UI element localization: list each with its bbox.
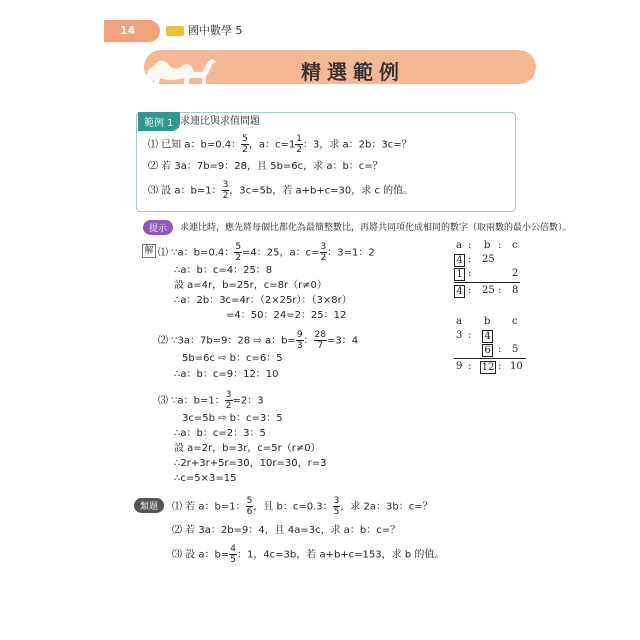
practice-3: ⑶ 設 a：b= $\frac{4}{5}$ ：1，4c=3b，若 a+b+c=153，求 b 的值。 bbox=[172, 544, 445, 565]
solution-1-line-3: 設 a=4r，b=25r，c=8r（r≠0） bbox=[174, 280, 327, 291]
solution-3-line-5: ∴2r+3r+5r=30，10r=30，r=3 bbox=[174, 458, 327, 469]
brand-text: 國中數學 5 bbox=[188, 24, 243, 37]
brand-logo-icon bbox=[166, 26, 184, 36]
solution-2-line-2: 5b=6c ⇨ b：c=6：5 bbox=[182, 353, 283, 364]
solution-3-line-1: ⑶ ∵a：b=1： $\frac{3}{2}$ =2：3 bbox=[158, 390, 264, 411]
solution-1-line-1: ⑴ ∵a：b=0.4： $\frac{5}{2}$ =4：25，a：c= $\frac{3}{2}$ ：3=1：2 bbox=[158, 242, 375, 263]
solution-2-line-1: ⑵ ∵3a：7b=9：28 ⇨ a：b= $\frac{9}{3}$ ： $\frac{28}{7}$ =3：4 bbox=[158, 330, 359, 351]
example-tag: 範例 1 bbox=[138, 112, 180, 131]
solution-3-line-3: ∴a：b：c=2：3：5 bbox=[174, 428, 266, 439]
ratio-table-2: a b c 3 : 4 6 : 5 9 : 12 : 10 bbox=[454, 316, 534, 380]
question-3: ⑶ 設 a：b=1： $\frac{3}{2}$ ，3c=5b，若 a+b+c=30，求 c 的值。 bbox=[148, 180, 414, 201]
question-2: ⑵ 若 3a：7b=9：28，且 5b=6c，求 a：b：c=？ bbox=[148, 161, 383, 172]
hint-badge: 提示 bbox=[143, 220, 173, 235]
solution-2-line-3: ∴a：b：c=9：12：10 bbox=[174, 369, 279, 380]
solution-3-line-2: 3c=5b ⇨ b：c=3：5 bbox=[182, 413, 283, 424]
hint-text: 求連比時，應先將每個比都化為最簡整數比，再將共同項化成相同的數字（取兩數的最小公倍數）。 bbox=[180, 223, 572, 233]
solution-1-line-5: =4：50：24=2：25：12 bbox=[226, 310, 347, 321]
camel-icon bbox=[136, 50, 226, 92]
solution-3-line-4: 設 a=2r，b=3r，c=5r（r≠0） bbox=[174, 443, 321, 454]
solution-1-line-4: ∴a：2b：3c=4r：（2×25r）：（3×8r） bbox=[174, 295, 352, 306]
page-number: 14 bbox=[104, 20, 160, 42]
solution-mark: 解 bbox=[142, 244, 156, 258]
solution-1-line-2: ∴a：b：c=4：25：8 bbox=[174, 265, 273, 276]
banner-title: 精選範例 bbox=[301, 60, 405, 84]
ratio-table-1: a : b : c 4 : 25 1 : 2 4 : 25 : 8 bbox=[456, 240, 519, 297]
question-1: ⑴ 已知 a：b=0.4： $\frac{5}{2}$ ，a：c=1 $\frac{1}{2}$ ：3，求 a：2b：3c=？ bbox=[148, 134, 412, 155]
brand-label bbox=[166, 22, 243, 38]
workbook-page bbox=[96, 16, 572, 622]
practice-1: ⑴ 若 a：b=1： $\frac{5}{6}$ ，且 b：c=0.3： $\frac{3}{5}$ ，求 2a：3b：c=？ bbox=[172, 496, 433, 517]
practice-2: ⑵ 若 3a：2b=9：4，且 4a=3c，求 a：b：c=？ bbox=[172, 525, 401, 536]
example-title: 求連比與求值問題 bbox=[180, 116, 260, 127]
practice-badge: 類題 bbox=[134, 498, 164, 513]
solution-3-line-6: ∴c=5×3=15 bbox=[174, 473, 237, 484]
